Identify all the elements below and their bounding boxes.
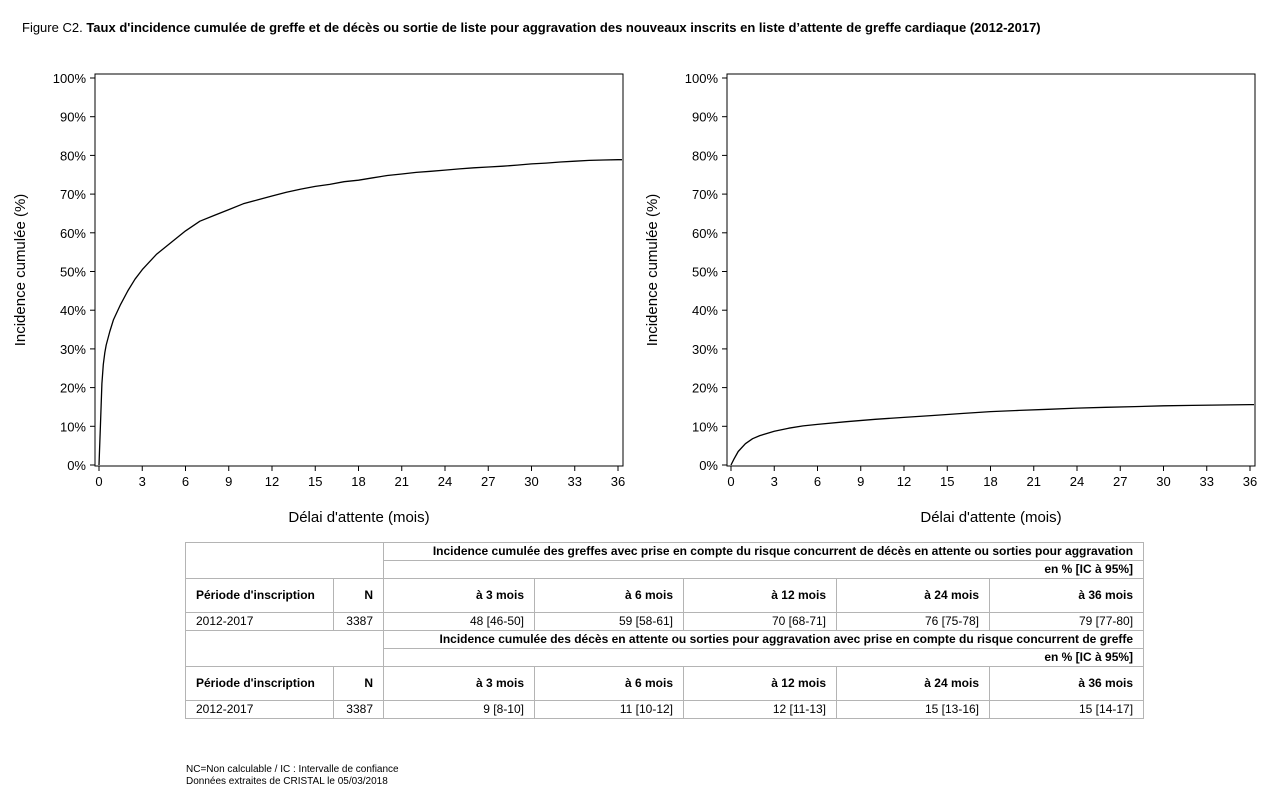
column-header: à 3 mois bbox=[384, 579, 535, 613]
x-tick-label: 18 bbox=[351, 474, 366, 489]
y-tick-label: 90% bbox=[59, 109, 86, 125]
period-cell: 2012-2017 bbox=[186, 701, 334, 719]
value-cell: 11 [10-12] bbox=[535, 701, 684, 719]
x-tick-label: 15 bbox=[940, 474, 955, 489]
section-title-row bbox=[186, 543, 1144, 561]
column-header-row bbox=[186, 667, 1144, 701]
x-tick-label: 3 bbox=[770, 474, 778, 489]
x-tick-label: 24 bbox=[1069, 474, 1085, 489]
value-cell: 79 [77-80] bbox=[990, 613, 1144, 631]
results-table-body bbox=[186, 543, 1144, 719]
x-tick-label: 9 bbox=[225, 474, 233, 489]
y-tick-label: 40% bbox=[59, 303, 86, 319]
y-tick-label: 40% bbox=[691, 303, 718, 319]
y-tick-label: 50% bbox=[59, 264, 86, 280]
y-tick-label: 30% bbox=[59, 341, 86, 357]
x-tick-label: 21 bbox=[1026, 474, 1041, 489]
y-axis-title: Incidence cumulée (%) bbox=[12, 193, 29, 347]
y-tick-label: 70% bbox=[59, 187, 86, 203]
value-cell: 9 [8-10] bbox=[384, 701, 535, 719]
series-line bbox=[99, 160, 622, 465]
period-cell: 2012-2017 bbox=[186, 613, 334, 631]
x-axis-title: Délai d'attente (mois) bbox=[288, 509, 430, 526]
period-header: Période d'inscription bbox=[186, 667, 334, 701]
unit-label: en % [IC à 95%] bbox=[384, 561, 1144, 579]
y-tick-label: 90% bbox=[691, 109, 718, 125]
column-header: à 24 mois bbox=[837, 667, 990, 701]
value-cell: 12 [11-13] bbox=[684, 701, 837, 719]
y-tick-label: 100% bbox=[52, 71, 86, 86]
figure-prefix: Figure C2. bbox=[22, 20, 83, 35]
period-header: Période d'inscription bbox=[186, 579, 334, 613]
y-tick-label: 80% bbox=[691, 148, 718, 164]
x-tick-label: 30 bbox=[524, 474, 539, 489]
unit-label: en % [IC à 95%] bbox=[384, 649, 1144, 667]
x-tick-label: 12 bbox=[896, 474, 912, 489]
value-cell: 70 [68-71] bbox=[684, 613, 837, 631]
chart-deces bbox=[644, 71, 1257, 526]
chart-greffe bbox=[12, 71, 625, 526]
x-tick-label: 33 bbox=[1199, 474, 1214, 489]
footnote-source: Données extraites de CRISTAL le 05/03/2018 bbox=[186, 776, 388, 787]
x-tick-label: 27 bbox=[1113, 474, 1128, 489]
y-tick-label: 10% bbox=[691, 419, 718, 435]
y-tick-label: 20% bbox=[59, 380, 86, 396]
x-tick-label: 24 bbox=[437, 474, 453, 489]
y-tick-label: 80% bbox=[59, 148, 86, 164]
footnotes bbox=[186, 764, 399, 788]
value-cell: 59 [58-61] bbox=[535, 613, 684, 631]
series-line bbox=[731, 405, 1254, 465]
column-header: à 36 mois bbox=[990, 667, 1144, 701]
table-row bbox=[186, 613, 1144, 631]
column-header: à 12 mois bbox=[684, 579, 837, 613]
x-tick-label: 30 bbox=[1156, 474, 1171, 489]
column-header-row bbox=[186, 579, 1144, 613]
x-tick-label: 33 bbox=[567, 474, 582, 489]
empty-cell bbox=[186, 543, 384, 579]
y-tick-label: 10% bbox=[59, 419, 86, 435]
plot-frame bbox=[95, 74, 623, 466]
y-tick-label: 60% bbox=[59, 225, 86, 241]
column-header: à 36 mois bbox=[990, 579, 1144, 613]
column-header: à 6 mois bbox=[535, 579, 684, 613]
value-cell: 15 [14-17] bbox=[990, 701, 1144, 719]
plot-frame bbox=[727, 74, 1255, 466]
value-cell: 48 [46-50] bbox=[384, 613, 535, 631]
x-tick-label: 27 bbox=[481, 474, 496, 489]
y-tick-label: 0% bbox=[699, 458, 718, 473]
x-axis-title: Délai d'attente (mois) bbox=[920, 509, 1062, 526]
section-title-row bbox=[186, 631, 1144, 649]
x-tick-label: 36 bbox=[610, 474, 626, 489]
n-cell: 3387 bbox=[334, 613, 384, 631]
y-tick-label: 60% bbox=[691, 225, 718, 241]
section-title: Incidence cumulée des décès en attente ou sorties pour aggravation avec prise en compte du risque concurrent de greffe bbox=[384, 631, 1144, 649]
empty-cell bbox=[186, 631, 384, 667]
y-tick-label: 0% bbox=[67, 458, 86, 473]
value-cell: 15 [13-16] bbox=[837, 701, 990, 719]
footnote-abbrev: NC=Non calculable / IC : Intervalle de confiance bbox=[186, 764, 399, 775]
x-tick-label: 0 bbox=[95, 474, 103, 489]
results-table bbox=[185, 542, 1144, 719]
column-header: à 24 mois bbox=[837, 579, 990, 613]
table-row bbox=[186, 701, 1144, 719]
x-tick-label: 6 bbox=[813, 474, 822, 489]
section-title: Incidence cumulée des greffes avec prise en compte du risque concurrent de décès en attente ou sorties pour aggravation bbox=[384, 543, 1144, 561]
y-tick-label: 70% bbox=[691, 187, 718, 203]
column-header: à 6 mois bbox=[535, 667, 684, 701]
y-tick-label: 100% bbox=[684, 71, 718, 86]
x-tick-label: 36 bbox=[1242, 474, 1258, 489]
x-tick-label: 18 bbox=[983, 474, 998, 489]
x-tick-label: 0 bbox=[727, 474, 735, 489]
column-header: à 3 mois bbox=[384, 667, 535, 701]
n-header: N bbox=[334, 667, 384, 701]
y-tick-label: 50% bbox=[691, 264, 718, 280]
n-cell: 3387 bbox=[334, 701, 384, 719]
y-tick-label: 20% bbox=[691, 380, 718, 396]
x-tick-label: 15 bbox=[308, 474, 323, 489]
x-tick-label: 9 bbox=[857, 474, 865, 489]
value-cell: 76 [75-78] bbox=[837, 613, 990, 631]
n-header: N bbox=[334, 579, 384, 613]
y-tick-label: 30% bbox=[691, 341, 718, 357]
column-header: à 12 mois bbox=[684, 667, 837, 701]
x-tick-label: 6 bbox=[181, 474, 190, 489]
x-tick-label: 21 bbox=[394, 474, 409, 489]
x-tick-label: 12 bbox=[264, 474, 280, 489]
x-tick-label: 3 bbox=[138, 474, 146, 489]
y-axis-title: Incidence cumulée (%) bbox=[644, 193, 661, 347]
figure-title-text: Taux d'incidence cumulée de greffe et de décès ou sortie de liste pour aggravation des nouveaux inscrits en liste d’attente de greffe cardiaque (2012-2017) bbox=[86, 20, 1041, 35]
